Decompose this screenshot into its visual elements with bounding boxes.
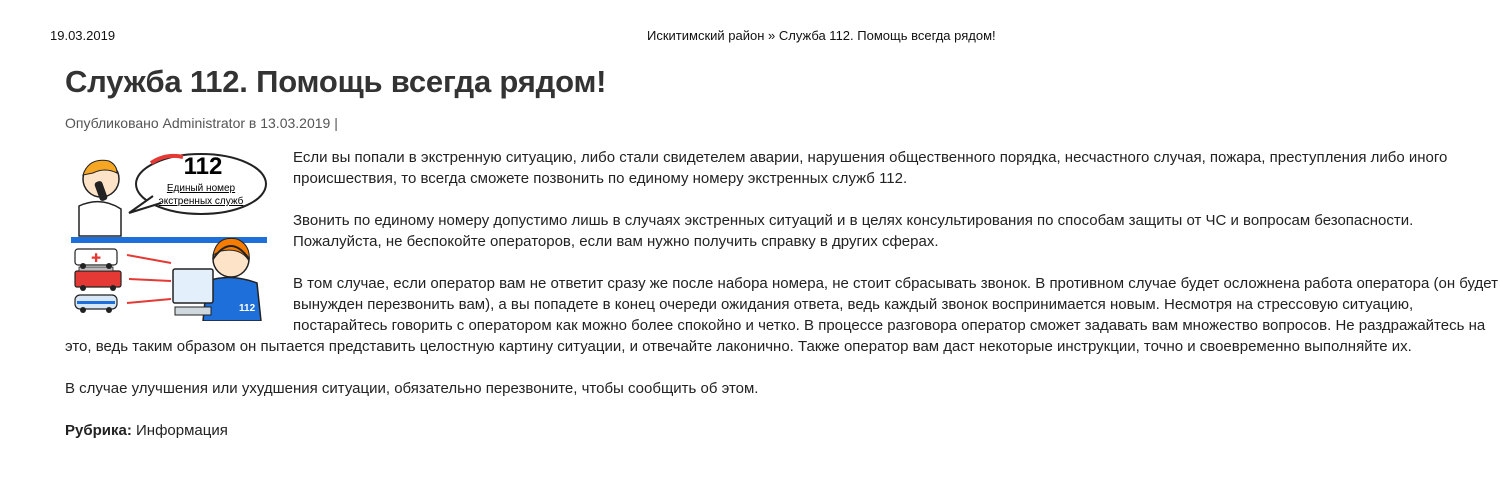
police-car-stripe <box>77 301 115 304</box>
ambulance-cross-icon: ✚ <box>91 251 102 265</box>
page-title: Служба 112. Помощь всегда рядом! <box>65 64 607 99</box>
emergency-112-illustration <box>71 151 267 321</box>
print-breadcrumb: Искитимский район » Служба 112. Помощь всегда рядом! <box>647 28 996 43</box>
wheel-icon <box>110 285 116 291</box>
wheel-icon <box>106 263 112 269</box>
paragraph-3: В том случае, если оператор вам не ответит сразу же после набора номера, не стоит сбрасывать звонок. В противном случае будет осложнена работа оператора (он будет вынужден перезвонить вам), а вы попадете в конец очереди ожидания ответа, ведь каждый звонок воспринимается новым. Несмотря на стрессовую ситуацию, постарайтесь говорить с оператором как можно более спокойно и четко. В процессе разговора оператор сможет задавать вам множество вопросов. Не раздражайтесь на это, ведь таким образом он пытается представить целостную картину ситуации, и отвечайте лаконично. Также оператор вам даст некоторые инструкции, точно и своевременно выполняйте их. <box>65 275 1499 355</box>
paragraph-4: В случае улучшения или ухудшения ситуации, обязательно перезвоните, чтобы сообщить об этом. <box>65 380 759 397</box>
monitor-icon <box>173 269 213 303</box>
wheel-icon <box>80 263 86 269</box>
post-meta: Опубликовано Administrator в 13.03.2019 | <box>65 115 338 131</box>
fire-truck-icon <box>75 271 121 287</box>
wheel-icon <box>80 285 86 291</box>
keyboard-icon <box>175 307 211 315</box>
print-date: 19.03.2019 <box>50 28 116 43</box>
print-header <box>0 28 1500 46</box>
article <box>65 60 1500 441</box>
wheel-icon <box>80 307 86 313</box>
rubric <box>65 420 1500 441</box>
bubble-caption-line2: экстренных служб <box>158 196 244 207</box>
bubble-number: 112 <box>183 153 223 180</box>
operator-badge: 112 <box>239 303 256 314</box>
arrow-icon <box>129 279 171 281</box>
bubble-caption-line1: Единый номер <box>166 183 236 194</box>
caller-body <box>79 202 121 236</box>
wheel-icon <box>106 307 112 313</box>
arrow-icon <box>127 299 171 303</box>
rubric-label: Рубрика: <box>65 422 132 439</box>
paragraph-2: Звонить по единому номеру допустимо лишь в случаях экстренных ситуаций и в целях консультирования по способам защиты от ЧС и вопросам безопасности. Пожалуйста, не беспокойте операторов, если вам нужно получить справку в других сферах. <box>293 212 1414 250</box>
rubric-link[interactable]: Информация <box>136 422 228 439</box>
emergency-112-illustration-svg <box>71 151 267 321</box>
paragraph-1: Если вы попали в экстренную ситуацию, либо стали свидетелем аварии, нарушения общественного порядка, несчастного случая, пожара, преступления либо иного происшествия, то всегда сможете позвонить по единому номеру экстренных служб 112. <box>293 149 1448 187</box>
arrow-icon <box>127 255 171 263</box>
article-content <box>65 147 1500 441</box>
